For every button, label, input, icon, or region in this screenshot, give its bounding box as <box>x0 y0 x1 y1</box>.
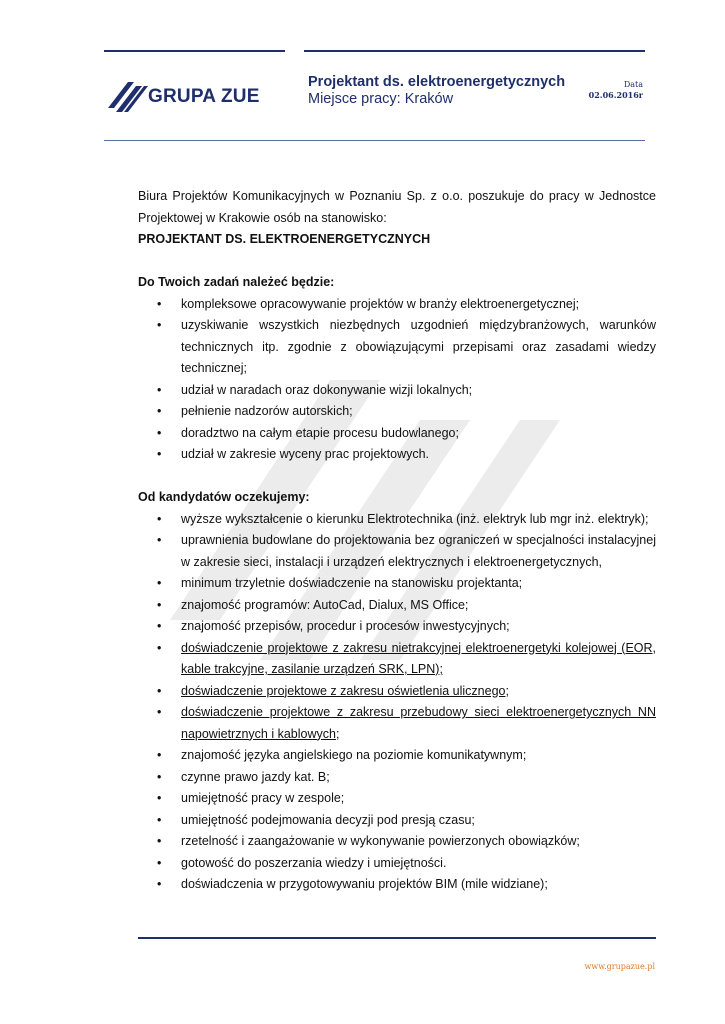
list-item: • pełnienie nadzorów autorskich; <box>138 401 656 423</box>
list-item: • doświadczenie projektowe z zakresu oświetlenia ulicznego; <box>138 681 656 703</box>
job-location: Miejsce pracy: Kraków <box>308 91 454 107</box>
list-item: • udział w naradach oraz dokonywanie wizji lokalnych; <box>138 380 656 402</box>
list-item: • doświadczenie projektowe z zakresu przebudowy sieci elektroenergetycznych NN napowietrznych i kablowych; <box>138 702 656 745</box>
intro-paragraph: Biura Projektów Komunikacyjnych w Poznaniu Sp. z o.o. poszukuje do pracy w Jednostce Projektowej w Krakowie osób na stanowisko: <box>138 189 656 225</box>
header-rule-bottom <box>104 140 645 141</box>
list-item: • znajomość programów: AutoCad, Dialux, MS Office; <box>138 595 656 617</box>
list-item: • rzetelność i zaangażowanie w wykonywanie powierzonych obowiązków; <box>138 831 656 853</box>
list-item: • znajomość języka angielskiego na poziomie komunikatywnym; <box>138 745 656 767</box>
spacer <box>138 251 656 273</box>
list-item: • znajomość przepisów, procedur i procesów inwestycyjnych; <box>138 616 656 638</box>
list-item: • udział w zakresie wyceny prac projektowych. <box>138 444 656 466</box>
list-item: • czynne prawo jazdy kat. B; <box>138 767 656 789</box>
list-item: • gotowość do poszerzania wiedzy i umiejętności. <box>138 853 656 875</box>
list-item: • wyższe wykształcenie o kierunku Elektrotechnika (inż. elektryk lub mgr inż. elektryk); <box>138 509 656 531</box>
date-value: 02.06.2016r <box>588 90 643 100</box>
list-item: • doświadczenie projektowe z zakresu nietrakcyjnej elektroenergetyki kolejowej (EOR, kable trakcyjne, zasilanie urządzeń SRK, LPN); <box>138 638 656 681</box>
date-label: Data <box>623 80 643 89</box>
duties-list <box>138 294 656 466</box>
position-heading: PROJEKTANT DS. ELEKTROENERGETYCZNYCH <box>138 232 431 246</box>
list-item: • uprawnienia budowlane do projektowania bez ograniczeń w specjalności instalacyjnej w zakresie sieci, instalacji i urządzeń elektrycznych i elektroenergetycznych, <box>138 530 656 573</box>
logo-text: GRUPA ZUE <box>148 86 260 107</box>
list-item: • uzyskiwanie wszystkich niezbędnych uzgodnień międzybranżowych, warunków technicznych itp. zgodnie z obowiązującymi przepisami oraz zasadami wiedzy technicznej; <box>138 315 656 380</box>
footer-website: www.grupazue.pl <box>584 962 655 971</box>
list-item: • doświadczenia w przygotowywaniu projektów BIM (mile widziane); <box>138 874 656 896</box>
requirements-list <box>138 509 656 896</box>
requirements-heading: Od kandydatów oczekujemy: <box>138 490 310 504</box>
list-item: • umiejętność podejmowania decyzji pod presją czasu; <box>138 810 656 832</box>
list-item: • umiejętność pracy w zespole; <box>138 788 656 810</box>
spacer <box>138 466 656 488</box>
header-rule-right <box>304 50 645 52</box>
list-item: • minimum trzyletnie doświadczenie na stanowisku projektanta; <box>138 573 656 595</box>
document-body <box>138 186 656 896</box>
job-title: Projektant ds. elektroenergetycznych <box>308 74 566 90</box>
duties-heading: Do Twoich zadań należeć będzie: <box>138 275 335 289</box>
list-item: • kompleksowe opracowywanie projektów w branży elektroenergetycznej; <box>138 294 656 316</box>
header-rule-left <box>104 50 285 52</box>
list-item: • doradztwo na całym etapie procesu budowlanego; <box>138 423 656 445</box>
footer-rule <box>138 937 656 939</box>
